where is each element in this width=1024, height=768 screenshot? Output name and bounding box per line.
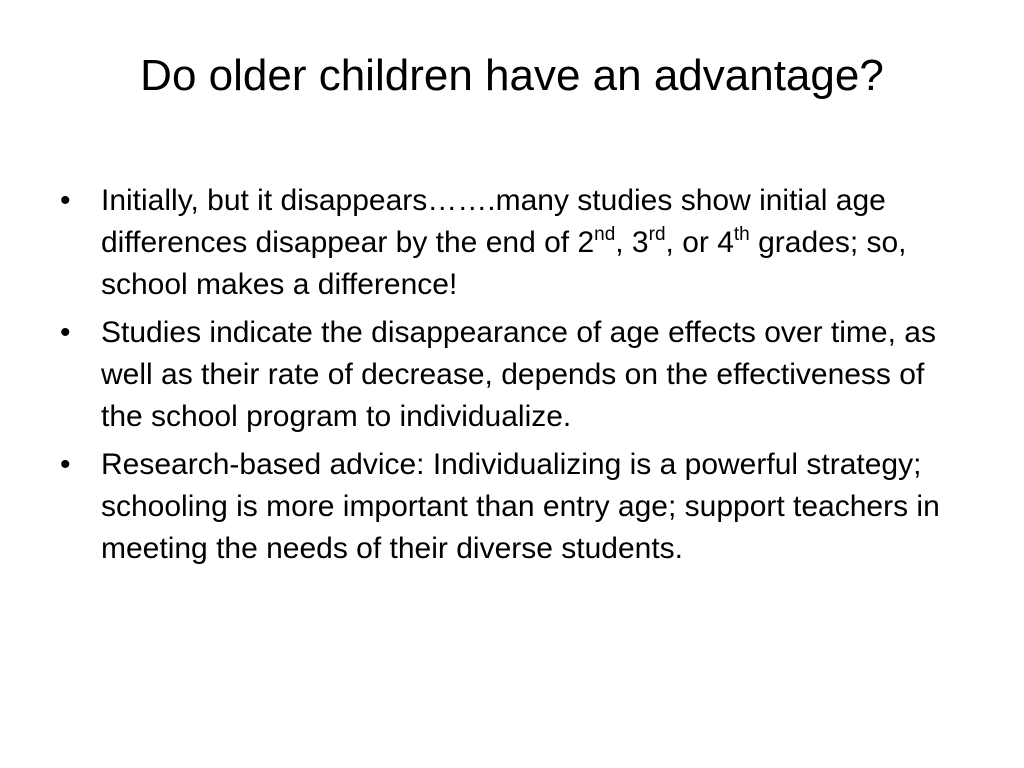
bullet-text-segment: , or 4 <box>665 226 734 259</box>
ordinal-suffix: th <box>733 224 750 245</box>
ordinal-suffix: rd <box>648 224 666 245</box>
bullet-item <box>60 180 960 306</box>
bullet-marker: • <box>60 184 71 217</box>
bullet-text: Research-based advice: Individualizing is a powerful strategy; schooling is more important than entry age; support teachers in meeting the needs of their diverse students. <box>101 448 940 565</box>
bullet-list <box>60 180 960 576</box>
slide-title: Do older children have an advantage? <box>140 51 884 100</box>
bullet-item <box>60 312 960 438</box>
bullet-marker: • <box>60 448 71 481</box>
ordinal-suffix: nd <box>594 224 616 245</box>
bullet-marker: • <box>60 316 71 349</box>
bullet-text-segment: , 3 <box>615 226 649 259</box>
bullet-text-segment: Initially, but it disappears…….many studies show initial age differences disappear by the end of 2 <box>101 184 886 259</box>
bullet-text-segment: grades; so, school makes a difference! <box>101 226 907 301</box>
bullet-item <box>60 444 960 570</box>
bullet-text <box>101 184 907 301</box>
bullet-text: Studies indicate the disappearance of age effects over time, as well as their rate of decrease, depends on the effectiveness of the school program to individualize. <box>101 316 936 433</box>
